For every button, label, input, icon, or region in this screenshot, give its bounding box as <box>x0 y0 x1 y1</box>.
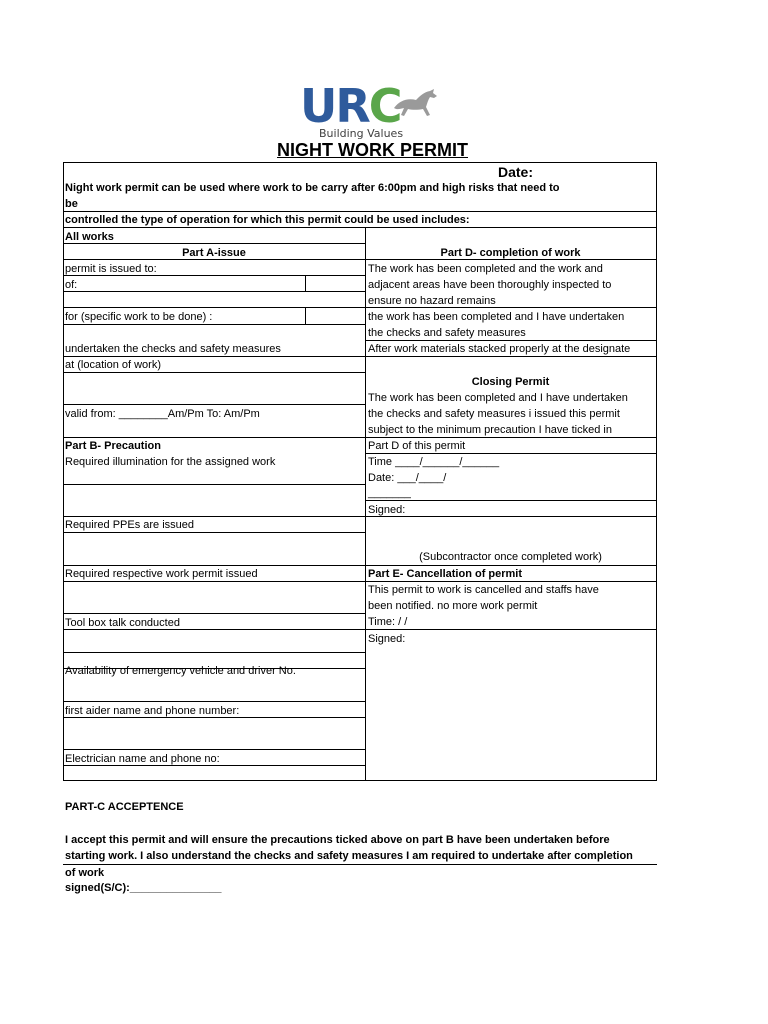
table-divider <box>63 227 657 228</box>
part-e-signed: Signed: <box>368 633 406 645</box>
logo-letter-u: U <box>300 79 336 133</box>
logo-letter-r: R <box>335 79 369 133</box>
intro-line-2: be <box>65 198 78 210</box>
checks-label: undertaken the checks and safety measures <box>65 343 281 355</box>
table-row-line <box>365 581 656 582</box>
table-row-line <box>63 749 365 750</box>
logo-letters <box>300 80 401 132</box>
table-row-line <box>63 372 365 373</box>
part-d-text: adjacent areas have been thoroughly inspected to <box>368 279 612 291</box>
table-row-line <box>63 652 365 653</box>
illumination-label: Required illumination for the assigned work <box>65 456 276 468</box>
table-border-bottom <box>63 780 657 781</box>
part-d-date: Date: ___/____/ <box>368 472 447 484</box>
horse-icon <box>390 88 440 122</box>
part-e-time: Time: / / <box>368 616 408 628</box>
acceptance-line-2: starting work. I also understand the checks and safety measures I am required to undertake after completion <box>65 850 633 862</box>
table-row-line <box>365 340 656 341</box>
table-row-line <box>365 437 656 438</box>
company-logo <box>300 79 442 142</box>
table-cell-divider <box>305 275 306 292</box>
part-b-heading: Part B- Precaution <box>65 440 161 452</box>
part-e-text: This permit to work is cancelled and staffs have <box>368 584 599 596</box>
part-d-text: the work has been completed and I have undertaken <box>368 311 625 323</box>
part-d-signed: Signed: <box>368 504 406 516</box>
table-divider <box>63 211 657 212</box>
part-a-heading: Part A-issue <box>182 247 246 259</box>
closing-text: the checks and safety measures i issued this permit <box>368 408 620 420</box>
table-cell-divider <box>305 307 306 324</box>
table-row-line <box>365 629 656 630</box>
toolbox-label: Tool box talk conducted <box>65 617 180 629</box>
ppe-label: Required PPEs are issued <box>65 519 195 531</box>
electrician-label: Electrician name and phone no: <box>65 753 220 765</box>
part-d-heading: Part D- completion of work <box>440 247 581 259</box>
part-d-underline: _______ <box>368 487 411 499</box>
part-c-heading: PART-C ACCEPTENCE <box>65 801 184 813</box>
of-label: of: <box>65 279 78 291</box>
table-row-line <box>63 613 365 614</box>
table-row-line <box>365 516 656 517</box>
location-label: at (location of work) <box>65 359 161 371</box>
table-row-line <box>365 356 656 357</box>
table-row-line <box>63 565 365 566</box>
table-row-line <box>63 437 365 438</box>
signature-line: signed(S/C):_______________ <box>65 882 222 894</box>
part-d-text: ensure no hazard remains <box>368 295 496 307</box>
table-row-line <box>63 581 365 582</box>
table-row-line <box>63 404 365 405</box>
table-row-line <box>63 532 365 533</box>
first-aider-label: first aider name and phone number: <box>65 705 240 717</box>
subcontractor-note: (Subcontractor once completed work) <box>419 551 602 563</box>
work-permit-label: Required respective work permit issued <box>65 568 258 580</box>
part-d-text: The work has been completed and the work and <box>368 263 603 275</box>
table-row-line <box>63 324 365 325</box>
valid-from-label: valid from: ________Am/Pm To: Am/Pm <box>65 408 260 420</box>
table-row-line <box>63 291 365 292</box>
emergency-vehicle-label: Availability of emergency vehicle and driver No. <box>65 665 296 677</box>
table-row-line <box>63 484 365 485</box>
table-row-line <box>365 500 656 501</box>
table-border-top <box>63 162 657 163</box>
specific-work-label: for (specific work to be done) : <box>65 311 213 323</box>
table-row-line <box>63 307 365 308</box>
logo-tagline: Building Values <box>319 127 404 140</box>
page-title: NIGHT WORK PERMIT <box>277 140 468 160</box>
table-row-line <box>63 356 365 357</box>
issued-to-label: permit is issued to: <box>65 263 157 275</box>
closing-text: Part D of this permit <box>368 440 466 452</box>
table-row-line <box>365 453 656 454</box>
acceptance-line-1: I accept this permit and will ensure the precautions ticked above on part B have been undertaken before <box>65 834 610 846</box>
date-label: Date: <box>498 164 534 180</box>
logo-letter-c: C <box>368 79 401 133</box>
closing-permit-heading: Closing Permit <box>471 376 550 388</box>
table-border-right <box>656 162 657 780</box>
closing-text: subject to the minimum precaution I have ticked in <box>368 424 612 436</box>
part-d-text: After work materials stacked properly at the designate <box>368 343 631 355</box>
acceptance-underline <box>63 864 657 865</box>
table-row-line <box>365 565 656 566</box>
part-d-time: Time ____/______/______ <box>368 456 500 468</box>
intro-line-3: controlled the type of operation for which this permit could be used includes: <box>65 214 470 226</box>
acceptance-line-3: of work <box>65 867 105 879</box>
table-row-line <box>63 701 365 702</box>
table-column-divider <box>365 227 366 780</box>
part-d-text: the checks and safety measures <box>368 327 526 339</box>
table-row-line <box>63 516 365 517</box>
intro-line-4: All works <box>65 231 114 243</box>
part-e-heading: Part E- Cancellation of permit <box>368 568 523 580</box>
intro-line-1: Night work permit can be used where work to be carry after 6:00pm and high risks that need to <box>65 182 560 194</box>
part-e-text: been notified. no more work permit <box>368 600 538 612</box>
closing-text: The work has been completed and I have undertaken <box>368 392 628 404</box>
